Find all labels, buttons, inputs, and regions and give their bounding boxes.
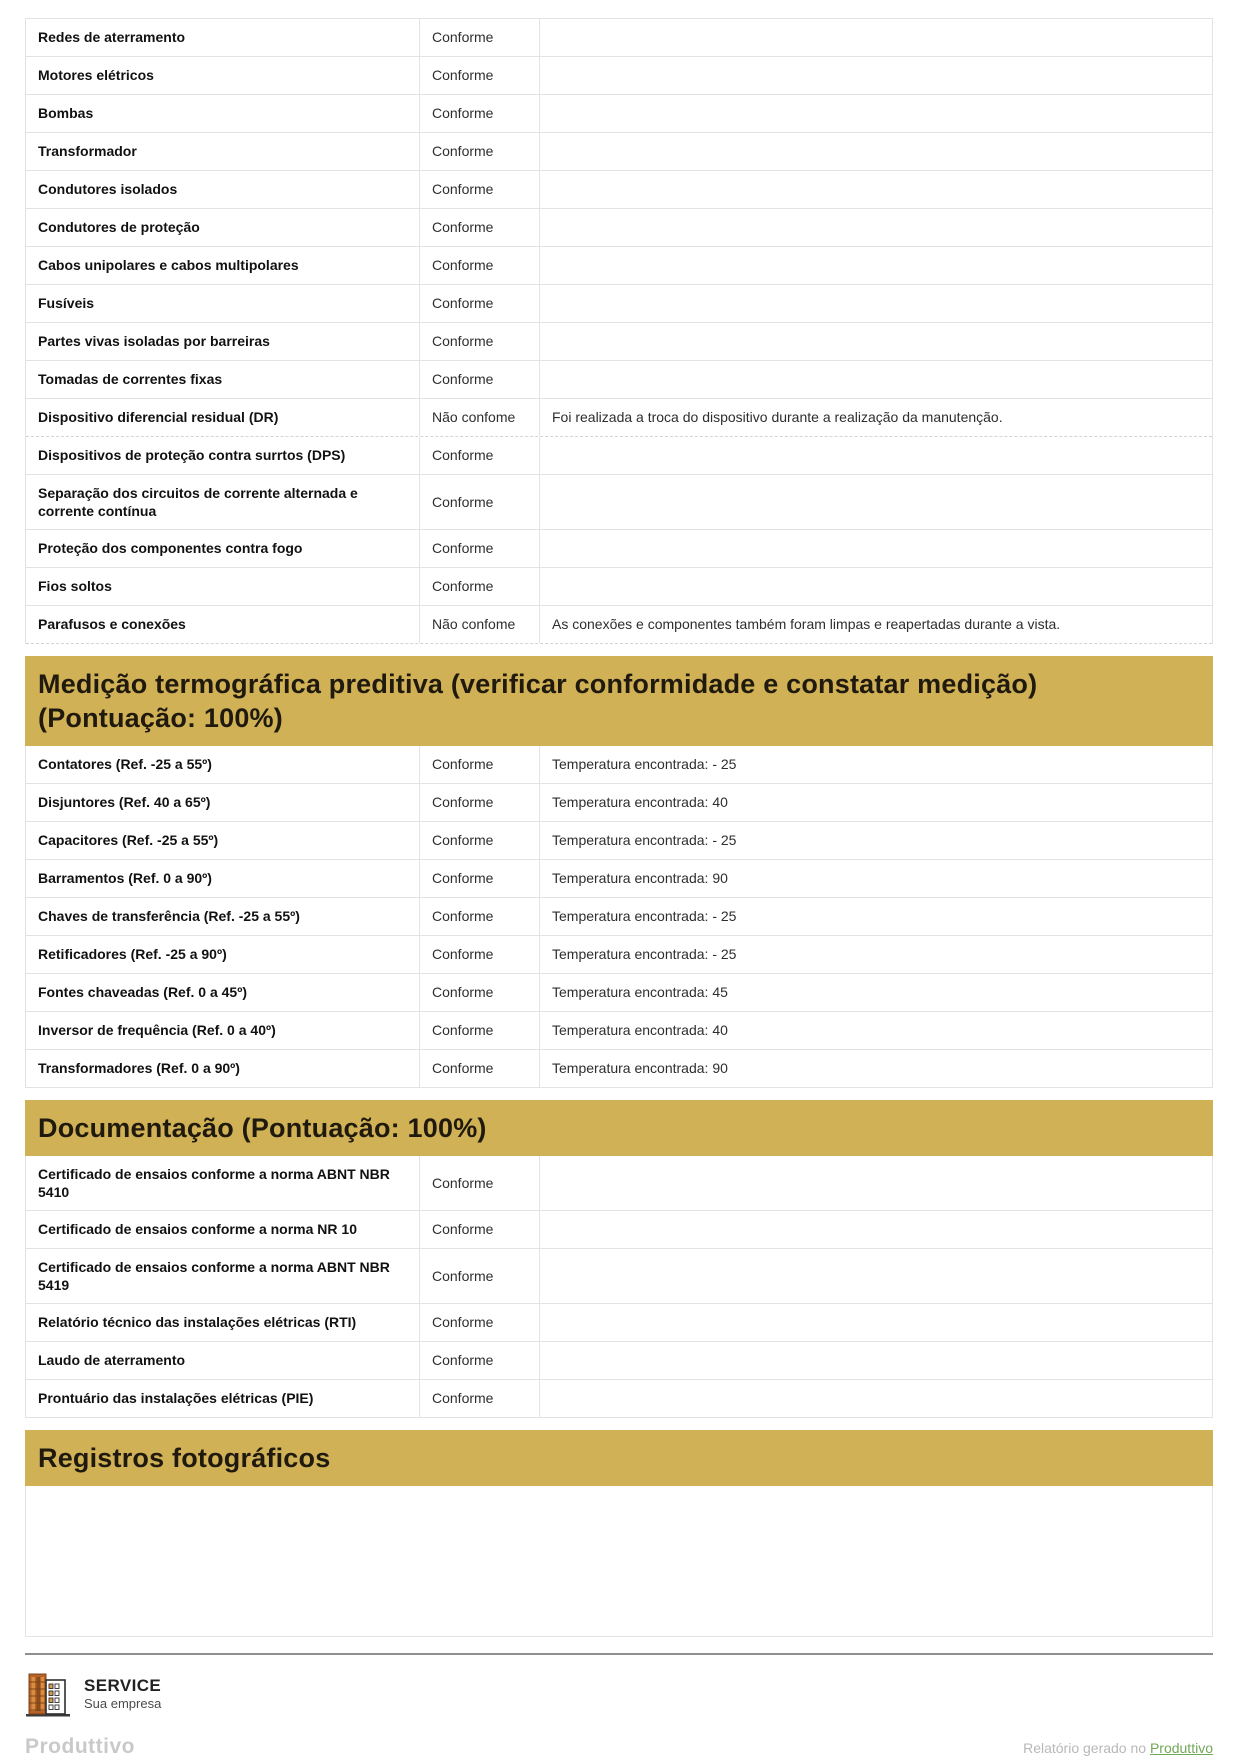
table-row [26,1249,1212,1304]
row-observation: Temperatura encontrada: 90 [539,860,1212,897]
row-observation [539,568,1212,605]
row-item-label: Prontuário das instalações elétricas (PIE) [38,1390,314,1407]
report-sections [25,18,1213,1637]
row-status: Conforme [419,437,539,474]
company-brand [25,1669,161,1719]
row-status: Conforme [419,1012,539,1049]
row-status: Conforme [419,133,539,170]
row-observation [539,95,1212,132]
row-status: Não confome [419,399,539,436]
checklist-table [25,746,1213,1088]
table-row [26,822,1212,860]
row-observation: Temperatura encontrada: - 25 [539,746,1212,783]
table-row [26,133,1212,171]
generated-by-note [1023,1740,1213,1759]
row-item-label: Condutores isolados [38,181,178,198]
row-status: Conforme [419,974,539,1011]
row-observation [539,475,1212,529]
table-row [26,746,1212,784]
row-item-label: Separação dos circuitos de corrente alternada e corrente contínua [38,484,358,519]
row-item-label: Proteção dos componentes contra fogo [38,540,303,557]
row-observation [539,1304,1212,1341]
produttivo-watermark: Produttivo [25,1735,135,1758]
row-observation [539,247,1212,284]
row-status: Conforme [419,285,539,322]
table-row [26,898,1212,936]
row-observation [539,437,1212,474]
row-item-label: Dispositivos de proteção contra surrtos (DPS) [38,447,346,464]
table-row [26,209,1212,247]
table-row [26,247,1212,285]
table-row [26,361,1212,399]
report-footer [25,1653,1213,1759]
row-item-label: Inversor de frequência (Ref. 0 a 40º) [38,1022,276,1039]
row-status: Conforme [419,746,539,783]
row-status: Conforme [419,475,539,529]
row-item-label: Parafusos e conexões [38,616,186,633]
brand-text [84,1676,161,1711]
row-status: Conforme [419,19,539,56]
table-row [26,1304,1212,1342]
section-header: Registros fotográficos [25,1430,1213,1486]
row-item-label: Dispositivo diferencial residual (DR) [38,409,279,426]
table-row [26,475,1212,530]
section-header: Medição termográfica preditiva (verificar conformidade e constatar medição) (Pontuação: 100%) [25,656,1213,746]
table-row [26,530,1212,568]
row-item-label: Partes vivas isoladas por barreiras [38,333,270,350]
row-observation [539,530,1212,567]
table-row [26,1156,1212,1211]
row-status: Conforme [419,95,539,132]
footer-left [25,1669,161,1759]
row-item-label: Fusíveis [38,295,95,312]
row-status: Conforme [419,1304,539,1341]
row-observation [539,361,1212,398]
row-observation [539,323,1212,360]
row-observation: Temperatura encontrada: 90 [539,1050,1212,1087]
row-observation [539,1156,1212,1210]
row-status: Conforme [419,1050,539,1087]
table-row [26,285,1212,323]
row-status: Conforme [419,1211,539,1248]
row-observation [539,1211,1212,1248]
brand-name: SERVICE [84,1676,162,1696]
row-observation: Foi realizada a troca do dispositivo durante a realização da manutenção. [539,399,1212,436]
section-header: Documentação (Pontuação: 100%) [25,1100,1213,1156]
table-row [26,399,1212,437]
row-status: Conforme [419,247,539,284]
row-item-label: Disjuntores (Ref. 40 a 65º) [38,794,211,811]
table-row [26,936,1212,974]
table-row [26,1211,1212,1249]
row-item-label: Fontes chaveadas (Ref. 0 a 45º) [38,984,247,1001]
row-observation [539,171,1212,208]
row-observation [539,133,1212,170]
row-observation [539,285,1212,322]
row-item-label: Motores elétricos [38,67,154,84]
row-status: Conforme [419,209,539,246]
checklist-table [25,18,1213,644]
row-item-label: Capacitores (Ref. -25 a 55º) [38,832,219,849]
row-status: Conforme [419,936,539,973]
table-row [26,171,1212,209]
row-status: Conforme [419,1342,539,1379]
table-row [26,606,1212,644]
table-row [26,1380,1212,1418]
row-observation: Temperatura encontrada: - 25 [539,936,1212,973]
row-observation [539,209,1212,246]
row-status: Conforme [419,860,539,897]
row-item-label: Bombas [38,105,94,122]
row-status: Conforme [419,57,539,94]
table-row [26,974,1212,1012]
row-item-label: Contatores (Ref. -25 a 55º) [38,756,212,773]
row-status: Conforme [419,1156,539,1210]
row-status: Conforme [419,1380,539,1417]
row-item-label: Retificadores (Ref. -25 a 90º) [38,946,227,963]
row-status: Não confome [419,606,539,643]
row-observation [539,19,1212,56]
table-row [26,784,1212,822]
row-status: Conforme [419,822,539,859]
row-status: Conforme [419,323,539,360]
table-row [26,95,1212,133]
row-status: Conforme [419,1249,539,1303]
produttivo-link[interactable]: Produttivo [1149,1740,1213,1756]
row-observation: Temperatura encontrada: - 25 [539,822,1212,859]
row-status: Conforme [419,568,539,605]
row-observation [539,1380,1212,1417]
row-status: Conforme [419,361,539,398]
row-observation: Temperatura encontrada: 40 [539,784,1212,821]
row-observation: Temperatura encontrada: 45 [539,974,1212,1011]
row-observation: As conexões e componentes também foram limpas e reapertadas durante a vista. [539,606,1212,643]
row-item-label: Chaves de transferência (Ref. -25 a 55º) [38,908,300,925]
row-item-label: Cabos unipolares e cabos multipolares [38,257,299,274]
row-item-label: Certificado de ensaios conforme a norma NR 10 [38,1221,357,1238]
row-observation [539,1342,1212,1379]
row-item-label: Transformador [38,143,137,160]
brand-subtitle: Sua empresa [84,1695,162,1711]
row-observation: Temperatura encontrada: 40 [539,1012,1212,1049]
row-observation [539,57,1212,94]
table-row [26,57,1212,95]
table-row [26,1012,1212,1050]
photos-empty-area [25,1486,1213,1637]
row-item-label: Barramentos (Ref. 0 a 90º) [38,870,212,887]
row-status: Conforme [419,784,539,821]
table-row [26,1050,1212,1088]
table-row [26,568,1212,606]
row-status: Conforme [419,530,539,567]
table-row [26,1342,1212,1380]
generated-by-text: Relatório gerado no [1023,1740,1147,1756]
row-observation [539,1249,1212,1303]
row-item-label: Redes de aterramento [38,29,186,46]
buildings-icon [25,1669,73,1719]
row-observation: Temperatura encontrada: - 25 [539,898,1212,935]
row-item-label: Certificado de ensaios conforme a norma ABNT NBR 5419 [38,1258,390,1293]
row-item-label: Fios soltos [38,578,112,595]
row-item-label: Certificado de ensaios conforme a norma ABNT NBR 5410 [38,1165,390,1200]
row-status: Conforme [419,171,539,208]
row-item-label: Relatório técnico das instalações elétricas (RTI) [38,1314,357,1331]
table-row [26,860,1212,898]
table-row [26,437,1212,475]
row-status: Conforme [419,898,539,935]
row-item-label: Condutores de proteção [38,219,200,236]
row-item-label: Tomadas de correntes fixas [38,371,223,388]
table-row [26,323,1212,361]
table-row [26,19,1212,57]
row-item-label: Laudo de aterramento [38,1352,186,1369]
checklist-table [25,1156,1213,1418]
row-item-label: Transformadores (Ref. 0 a 90º) [38,1060,240,1077]
